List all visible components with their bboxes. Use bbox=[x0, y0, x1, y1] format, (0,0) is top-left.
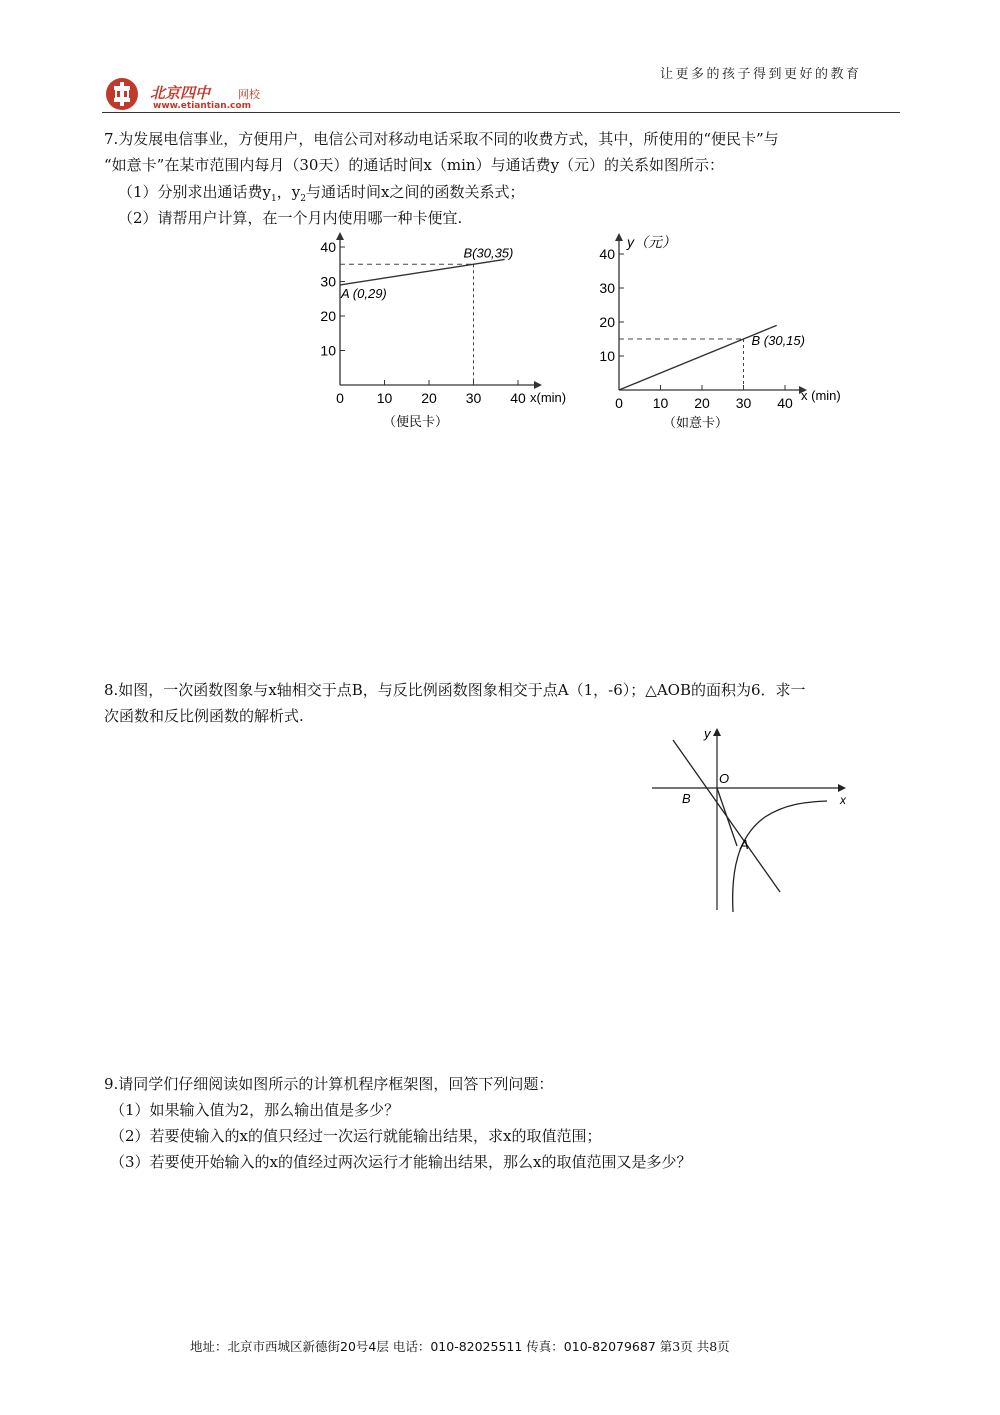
footer-page: 第3页 共8页 bbox=[659, 1339, 730, 1354]
y-tick-label: 10 bbox=[599, 348, 615, 364]
diagram-o-label: O bbox=[719, 771, 730, 786]
chart-bianminka bbox=[300, 222, 590, 437]
x-axis-arrow-icon bbox=[838, 784, 846, 792]
q8-diagram bbox=[645, 722, 860, 917]
x-tick-label: 20 bbox=[694, 395, 710, 411]
chart2-title: （如意卡） bbox=[663, 415, 729, 430]
header-slogan: 让更多的孩子得到更好的教育 bbox=[660, 67, 862, 82]
diagram-y-label: y bbox=[704, 726, 711, 741]
chart2-ylabel: y（元） bbox=[627, 234, 676, 250]
y-tick-label: 30 bbox=[320, 273, 336, 290]
x-axis-arrow-icon bbox=[534, 381, 542, 389]
logo-suffix: 网校 bbox=[238, 88, 260, 101]
footer-contact: 地址：北京市西城区新德街20号4层 电话：010-82025511 传真：010-82079687 bbox=[190, 1339, 660, 1354]
q9-part3: （3）若要使开始输入的x的值经过两次运行才能输出结果，那么x的取值范围又是多少？ bbox=[110, 1153, 692, 1171]
point-label-A: A (0,29) bbox=[341, 285, 387, 301]
footer bbox=[190, 1337, 730, 1355]
series-line-y1 bbox=[340, 259, 505, 285]
q9-part2: （2）若要使输入的x的值只经过一次运行就能输出结果，求x的取值范围； bbox=[110, 1127, 602, 1145]
x-tick-label: 40 bbox=[777, 395, 793, 411]
x-tick-label: 10 bbox=[652, 395, 669, 411]
chart2-marks bbox=[619, 325, 805, 390]
x-tick-label: 0 bbox=[336, 390, 344, 406]
y-tick-label: 20 bbox=[320, 308, 336, 324]
chart1-title: （便民卡） bbox=[383, 414, 449, 429]
q7-part1-mid: ，y bbox=[276, 183, 301, 201]
x-tick-label: 30 bbox=[465, 390, 482, 406]
y-tick-label: 10 bbox=[320, 342, 336, 359]
x-tick-label: 40 bbox=[510, 390, 526, 406]
y-axis-arrow-icon bbox=[615, 233, 623, 241]
q7-sub2: 2 bbox=[300, 194, 306, 204]
chart2-axes bbox=[599, 233, 807, 411]
y-tick-label: 40 bbox=[320, 239, 336, 255]
q7-line1: 7.为发展电信事业，方便用户，电信公司对移动电话采取不同的收费方式，其中，所使用的“便民卡”与 bbox=[104, 130, 779, 148]
chart1-marks bbox=[340, 245, 513, 301]
diagram-a-label: A bbox=[740, 837, 749, 852]
point-label-B: B (30,15) bbox=[751, 333, 805, 348]
q8-line1: 8.如图，一次函数图象与x轴相交于点B，与反比例函数图象相交于点A（1，-6）；△AOB的面积为6．求一 bbox=[104, 681, 806, 699]
school-logo bbox=[103, 76, 147, 112]
inverse-function-curve bbox=[733, 801, 827, 912]
chart1-xlabel: x(min) bbox=[530, 390, 567, 405]
q7-part1-suffix: 与通话时间x之间的函数关系式； bbox=[305, 183, 525, 201]
q7-part2: （2）请帮用户计算，在一个月内使用哪一种卡便宜. bbox=[118, 209, 463, 227]
x-tick-label: 0 bbox=[615, 395, 623, 411]
logo-name: 北京四中 bbox=[150, 84, 211, 102]
y-axis-arrow-icon bbox=[713, 728, 721, 736]
x-tick-label: 10 bbox=[376, 390, 393, 406]
q7-line2: “如意卡”在某市范围内每月（30天）的通话时间x（min）与通话费y（元）的关系如图所示： bbox=[104, 156, 725, 174]
y-tick-label: 40 bbox=[599, 246, 615, 262]
q9-part1: （1）如果输入值为2，那么输出值是多少？ bbox=[110, 1101, 400, 1119]
segment-OA bbox=[717, 788, 737, 846]
x-tick-label: 30 bbox=[735, 395, 752, 411]
x-tick-label: 20 bbox=[421, 390, 437, 406]
logo-emblem-icon bbox=[103, 76, 147, 112]
diagram-x-label: x bbox=[840, 793, 846, 807]
logo-url: www.etiantian.com bbox=[153, 101, 251, 111]
chart-ruyika bbox=[585, 225, 870, 437]
header-divider bbox=[102, 112, 900, 113]
diagram-b-label: B bbox=[682, 791, 691, 806]
q7-sub1: 1 bbox=[271, 194, 277, 204]
y-axis-arrow-icon bbox=[336, 232, 344, 240]
y-tick-label: 30 bbox=[599, 280, 615, 296]
point-label-B: B(30,35) bbox=[463, 245, 514, 261]
chart2-xlabel: x (min) bbox=[801, 388, 841, 403]
q9-line1: 9.请同学们仔细阅读如图所示的计算机程序框架图，回答下列问题： bbox=[104, 1075, 554, 1093]
q8-line2: 次函数和反比例函数的解析式. bbox=[104, 707, 304, 725]
q7-part1-prefix: （1）分别求出通话费y bbox=[118, 183, 272, 201]
y-tick-label: 20 bbox=[599, 314, 615, 330]
